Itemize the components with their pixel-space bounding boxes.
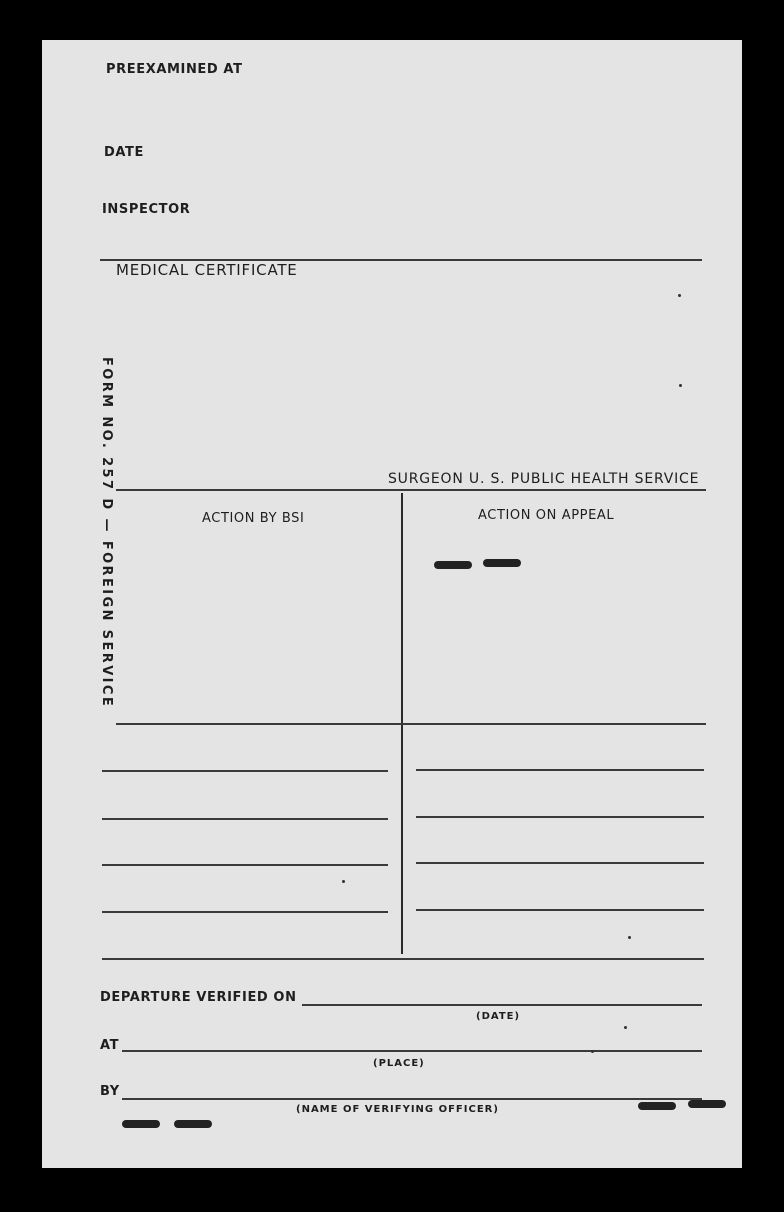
departure-date-line (302, 1004, 702, 1006)
appeal-line (416, 862, 704, 864)
staple-mark (174, 1120, 212, 1128)
speck (678, 294, 681, 297)
appeal-line (416, 769, 704, 771)
staple-mark (122, 1120, 160, 1128)
action-bottom-line (102, 958, 704, 960)
speck (591, 1050, 594, 1053)
bsi-line (102, 911, 388, 913)
staple-mark (638, 1102, 676, 1110)
at-label: AT (100, 1038, 120, 1053)
preexamined-label: PREEXAMINED AT (106, 62, 243, 77)
officer-caption: (NAME OF VERIFYING OFFICER) (296, 1104, 499, 1115)
appeal-line (416, 816, 704, 818)
appeal-line (416, 909, 704, 911)
surgeon-signature-label: SURGEON U. S. PUBLIC HEALTH SERVICE (388, 471, 700, 487)
form-number-vertical: FORM NO. 257 D — FOREIGN SERVICE (99, 357, 114, 709)
place-caption: (PLACE) (373, 1058, 425, 1069)
staple-mark (688, 1100, 726, 1108)
speck (624, 1026, 627, 1029)
speck (679, 384, 682, 387)
inspector-label: INSPECTOR (102, 202, 191, 217)
date-caption: (DATE) (476, 1011, 521, 1022)
departure-label: DEPARTURE VERIFIED ON (100, 990, 297, 1005)
action-top-line (116, 723, 706, 725)
place-line (122, 1050, 702, 1052)
speck (628, 936, 631, 939)
action-appeal-heading: ACTION ON APPEAL (478, 508, 615, 523)
by-label: BY (100, 1084, 120, 1099)
officer-line (122, 1098, 702, 1100)
bsi-line (102, 770, 388, 772)
date-label: DATE (104, 145, 144, 160)
speck (342, 880, 345, 883)
medical-certificate-form (42, 40, 742, 1168)
certificate-title: MEDICAL CERTIFICATE (116, 261, 298, 279)
staple-mark (483, 559, 521, 567)
staple-mark (434, 561, 472, 569)
bsi-line (102, 864, 388, 866)
bsi-line (102, 818, 388, 820)
surgeon-line (116, 489, 706, 491)
action-bsi-heading: ACTION BY BSI (202, 511, 305, 526)
